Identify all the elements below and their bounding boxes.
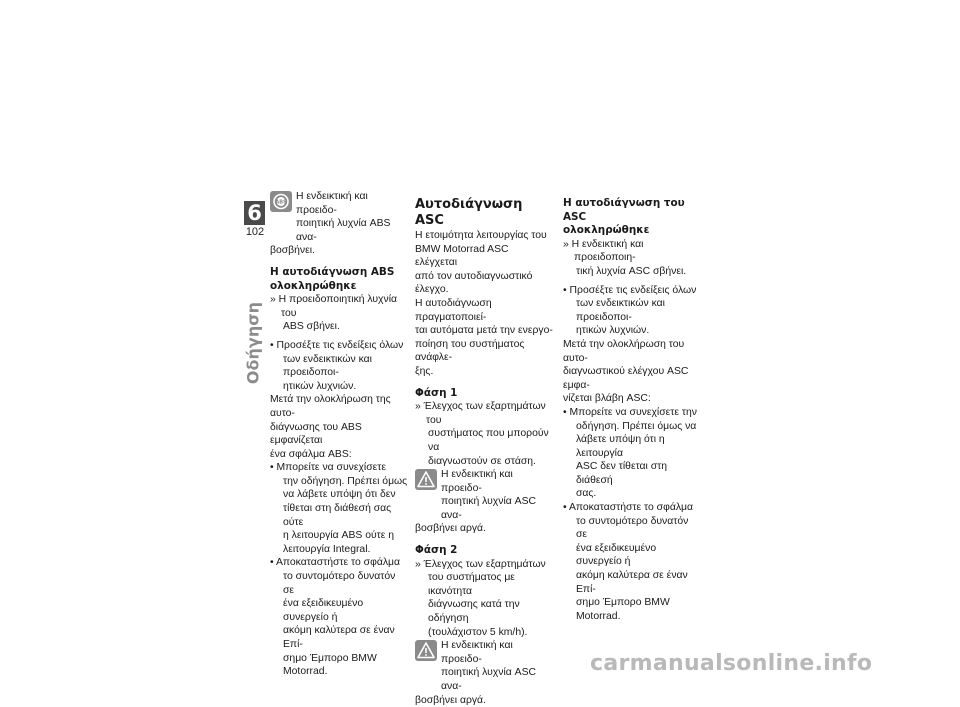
- line: Η ενδεικτική και προειδο-: [441, 469, 513, 494]
- bullet-line: η λειτουργία ABS ούτε η: [283, 530, 395, 542]
- asc-warning-note: [415, 468, 553, 536]
- bullet-line: το συντομότερο δυνατόν σε: [576, 515, 689, 541]
- chapter-title: Οδήγηση: [243, 301, 263, 385]
- abs-warning-light-icon: [270, 191, 292, 212]
- step-line: διάγνωσης κατά την οδήγηση: [428, 599, 520, 625]
- body-line: ται αυτόματα μετά την ενεργο-: [415, 325, 553, 337]
- step-line: του συστήματος με ικανότητα: [428, 572, 515, 597]
- body-line: Η ετοιμότητα λειτουργίας του: [415, 230, 547, 241]
- bullet-line: την οδήγηση. Πρέπει όμως: [283, 475, 408, 487]
- step-line: τική λυχνία ASC σβήνει.: [576, 265, 687, 277]
- body-line: ένα σφάλμα ABS:: [270, 448, 352, 460]
- step-line: » Έλεγχος των εξαρτημάτων του: [415, 401, 546, 426]
- bullet-line: ητικών λυχνιών.: [576, 325, 650, 337]
- bullet-line: των ενδεικτικών και προειδοποι-: [283, 353, 372, 379]
- body-line: διάγνωσης του ABS εμφανίζεται: [270, 421, 362, 447]
- bullet-line: σας.: [576, 488, 597, 500]
- step-line: » Έλεγχος των εξαρτημάτων: [415, 558, 546, 570]
- step-line: διαγνωστούν σε στάση.: [428, 455, 536, 467]
- body-line: ποίηση του συστήματος ανάφλε-: [415, 338, 525, 364]
- column-2: [415, 197, 553, 707]
- warning-triangle-icon: [415, 469, 437, 490]
- body-line: Μετά την ολοκλήρωση της αυτο-: [270, 394, 391, 419]
- bullet-line: λάβετε υπόψη ότι η λειτουργία: [576, 434, 665, 459]
- bullet-line: σημο Έμπορο BMW Motorrad.: [283, 652, 377, 678]
- step-line: συστήματος που μπορούν να: [428, 428, 549, 453]
- line: βοσβήνει αργά.: [415, 694, 486, 706]
- bullet-line: ακόμη καλύτερα σε έναν Επί-: [283, 625, 395, 650]
- abs-warning-note: [270, 190, 408, 258]
- section-heading: Η αυτοδιάγνωση ABS: [270, 265, 395, 278]
- step-line: » Η προειδοποιητική λυχνία του: [270, 294, 398, 319]
- step-line: ABS σβήνει.: [283, 321, 340, 333]
- body-line: νίζεται βλάβη ASC:: [563, 393, 651, 405]
- section-heading: Η αυτοδιάγνωση του ASC: [563, 197, 685, 223]
- bullet-line: • Αποκαταστήστε το σφάλμα: [563, 502, 694, 514]
- column-3: [563, 197, 701, 623]
- bullet-line: • Μπορείτε να συνεχίσετε: [270, 462, 387, 474]
- phase-heading: Φάση 1: [415, 386, 458, 399]
- section-heading: Αυτοδιάγνωση ASC: [415, 197, 523, 228]
- asc-warning-note: [415, 639, 553, 707]
- line: ποιητική λυχνία ASC ανα-: [441, 496, 537, 521]
- body-line: διαγνωστικού ελέγχου ASC εμφα-: [563, 366, 689, 391]
- bullet-line: το συντομότερο δυνατόν σε: [283, 571, 396, 596]
- warning-triangle-icon: [415, 640, 437, 661]
- bullet-line: • Προσέξτε τις ενδείξεις όλων: [270, 339, 404, 351]
- bullet-line: τίθεται στη διάθεσή σας ούτε: [283, 503, 392, 528]
- bullet-line: να λάβετε υπόψη ότι δεν: [283, 489, 396, 501]
- bullet-line: ένα εξειδικευμένο συνεργείο ή: [576, 542, 657, 568]
- body-line: ξης.: [415, 365, 434, 377]
- step-line: » Η ενδεικτική και προειδοποιη-: [563, 238, 644, 264]
- bullet-line: οδήγηση. Πρέπει όμως να: [576, 420, 697, 432]
- line: βοσβήνει αργά.: [415, 523, 486, 535]
- bullet-line: ASC δεν τίθεται στη διάθεσή: [576, 461, 668, 486]
- svg-text:ABS: ABS: [275, 199, 287, 206]
- bullet-line: ητικών λυχνιών.: [283, 380, 357, 392]
- step-line: (τουλάχιστον 5 km/h).: [428, 626, 528, 638]
- watermark: carmanualsonline.info: [590, 651, 873, 676]
- bullet-line: • Αποκαταστήστε το σφάλμα: [270, 557, 401, 569]
- bullet-line: • Μπορείτε να συνεχίσετε την: [563, 406, 697, 418]
- chapter-number: 6: [244, 201, 265, 225]
- bullet-line: • Προσέξτε τις ενδείξεις όλων: [563, 284, 697, 296]
- section-heading: ολοκληρώθηκε: [563, 224, 650, 237]
- line: βοσβήνει.: [270, 245, 315, 257]
- line: ποιητική λυχνία ABS ανα-: [296, 218, 391, 243]
- line: Η ενδεικτική και προειδο-: [441, 640, 513, 665]
- chapter-title-tab: [239, 301, 267, 385]
- body-line: Η αυτοδιάγνωση πραγματοποιεί-: [415, 297, 492, 323]
- column-1: [270, 190, 408, 679]
- bullet-line: σημο Έμπορο BMW Motorrad.: [576, 597, 670, 622]
- body-line: από τον αυτοδιαγνωστικό έλεγχο.: [415, 270, 533, 296]
- bullet-line: ακόμη καλύτερα σε έναν Επί-: [576, 570, 688, 595]
- bullet-line: των ενδεικτικών και προειδοποι-: [576, 298, 665, 323]
- line: ποιητική λυχνία ASC ανα-: [441, 667, 537, 692]
- line: Η ενδεικτική και προειδο-: [296, 191, 368, 216]
- body-line: BMW Motorrad ASC ελέγχεται: [415, 243, 509, 269]
- phase-heading: Φάση 2: [415, 544, 458, 557]
- body-line: Μετά την ολοκλήρωση του αυτο-: [563, 338, 685, 364]
- bullet-line: ένα εξειδικευμένο συνεργείο ή: [283, 598, 364, 623]
- section-heading: ολοκληρώθηκε: [270, 279, 357, 292]
- bullet-line: λειτουργία Integral.: [283, 543, 371, 555]
- page-number: 102: [245, 226, 265, 238]
